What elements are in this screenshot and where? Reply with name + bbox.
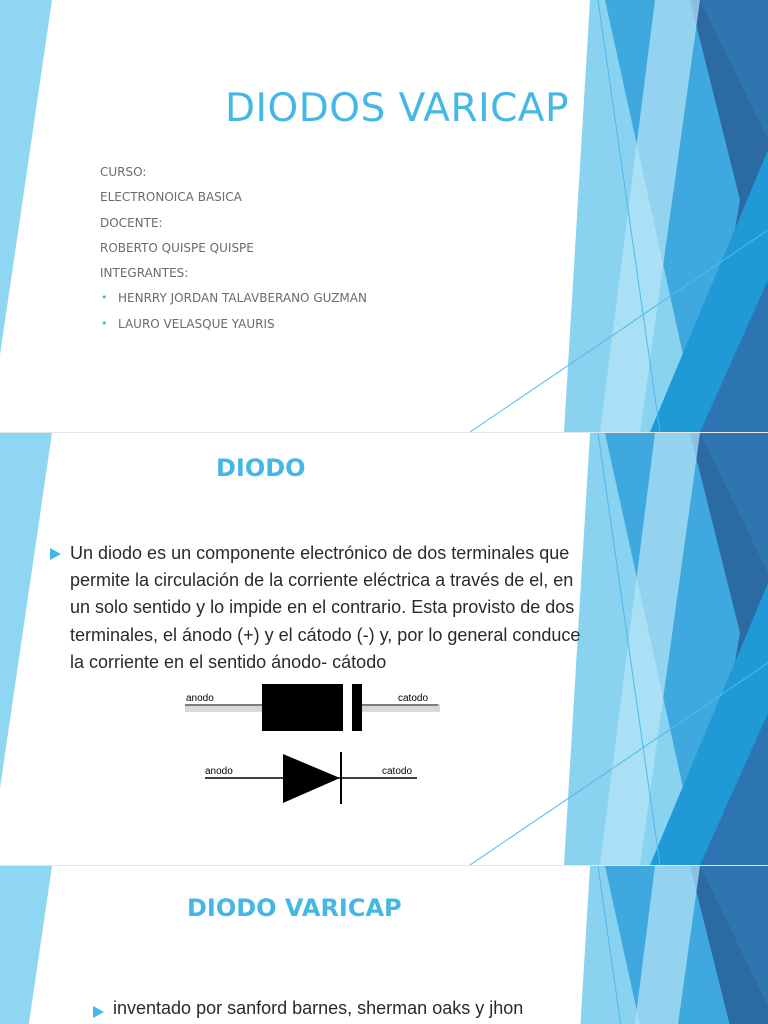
info-line: ROBERTO QUISPE QUISPE — [100, 240, 254, 255]
cathode-label: catodo — [382, 766, 413, 777]
info-line: INTEGRANTES: — [100, 266, 189, 281]
anode-label: anodo — [205, 766, 233, 777]
diode-symbol-icon — [283, 754, 340, 803]
anode-label: anodo — [186, 693, 214, 704]
slide-diodo — [0, 433, 768, 865]
slide-varicap — [0, 866, 768, 1024]
member-item: • HENRRY JORDAN TALAVBERANO GUZMAN — [100, 289, 367, 314]
course-info-list — [100, 163, 367, 340]
member-item: • LAURO VELASQUE YAURIS — [100, 315, 367, 340]
info-line: CURSO: — [100, 165, 147, 179]
cathode-label: catodo — [398, 693, 429, 704]
section-title: DIODO — [216, 454, 306, 482]
slide-title — [0, 0, 768, 432]
info-line: DOCENTE: — [100, 215, 163, 230]
diode-definition: Un diodo es un componente electrónico de dos terminales que permite la circulación de la corriente eléctrica a través de el, en un solo sentido y lo impide en el contrario. Esta provisto de dos terminales, el ánodo (+) y el cátodo (-) y, por lo general conduce la corriente en el sentido ánodo- cátodo — [70, 543, 581, 672]
section-title: DIODO VARICAP — [187, 894, 402, 922]
varicap-text: inventado por sanford barnes, sherman oaks y jhon — [113, 998, 524, 1018]
presentation-title: DIODOS VARICAP — [225, 86, 570, 131]
bullet-arrow-icon — [93, 1006, 104, 1018]
cathode-band — [343, 684, 352, 731]
diode-diagram — [180, 678, 450, 813]
bullet-arrow-icon — [50, 548, 61, 560]
info-line: ELECTRONOICA BASICA — [100, 190, 242, 205]
